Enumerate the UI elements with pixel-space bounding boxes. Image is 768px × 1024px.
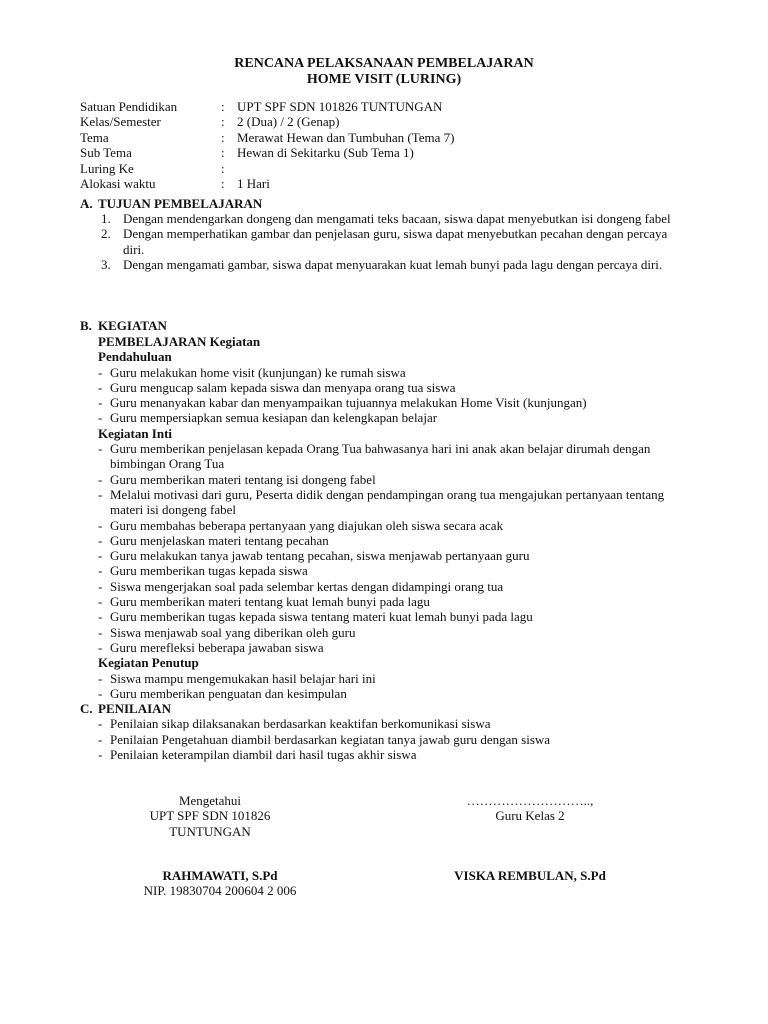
identity-colon: :	[221, 145, 225, 161]
identity-colon: :	[221, 99, 225, 114]
signature-right-block	[440, 793, 620, 824]
list-item: - Guru menanyakan kabar dan menyampaikan tujuannya melakukan Home Visit (kunjungan)	[98, 395, 587, 411]
list-item: - Guru memberikan materi tentang kuat lemah bunyi pada lagu	[98, 594, 430, 610]
list-item: - Guru membahas beberapa pertanyaan yang diajukan oleh siswa secara acak	[98, 517, 504, 533]
identity-colon: :	[221, 129, 225, 145]
list-item: - Penilaian keterampilan diambil dari hasil tugas akhir siswa	[98, 747, 417, 763]
identity-colon: :	[221, 175, 225, 191]
identity-value: 2 (Dua) / 2 (Genap)	[237, 114, 340, 130]
penilaian-list	[80, 716, 680, 762]
list-item: - Guru memberikan tugas kepada siswa tentang materi kuat lemah bunyi pada lagu	[98, 609, 533, 625]
document-title: RENCANA PELAKSANAAN PEMBELAJARAN	[234, 56, 534, 71]
signature-left-nip: NIP. 19830704 200604 2 006	[143, 883, 297, 898]
identity-value: Hewan di Sekitarku (Sub Tema 1)	[237, 145, 414, 161]
list-number: 3.	[101, 256, 111, 272]
pendahuluan-heading: Pendahuluan	[98, 349, 172, 365]
list-item: - Guru melakukan tanya jawab tentang pecahan, siswa menjawab pertanyaan guru	[98, 548, 530, 564]
section-title: PENILAIAN	[98, 701, 171, 717]
identity-label: Satuan Pendidikan	[80, 99, 178, 114]
section-b-body	[80, 334, 680, 762]
list-item: - Guru memberikan materi tentang isi dongeng fabel	[98, 471, 376, 487]
identity-label: Sub Tema	[80, 145, 132, 161]
list-item: - Penilaian sikap dilaksanakan berdasarkan keaktifan berkomunikasi siswa	[98, 716, 491, 732]
list-item	[80, 211, 680, 226]
list-item: - Guru mengucap salam kepada siswa dan menyapa orang tua siswa	[98, 379, 456, 395]
section-letter: B.	[80, 318, 92, 333]
list-text: Dengan mendengarkan dongeng dan mengamati teks bacaan, siswa dapat menyebutkan isi dongeng fabel	[123, 211, 671, 226]
pendahuluan-list	[80, 365, 680, 426]
signature-left-block	[130, 793, 290, 839]
identity-value: 1 Hari	[237, 175, 270, 191]
identity-label: Kelas/Semester	[80, 114, 161, 130]
penutup-list	[80, 671, 680, 702]
signature-left-name: RAHMAWATI, S.Pd	[162, 868, 278, 883]
section-a-heading	[80, 196, 262, 211]
list-item: - Melalui motivasi dari guru, Peserta didik dengan pendampingan orang tua mengajukan pertanyaan tentang materi isi dongeng fabel	[98, 486, 665, 518]
signature-right-name: VISKA REMBULAN, S.Pd	[454, 868, 606, 883]
list-item: - Guru menjelaskan materi tentang pecahan	[98, 532, 329, 548]
section-subheading: PEMBELAJARAN Kegiatan	[98, 334, 261, 349]
section-title: KEGIATAN	[98, 318, 167, 333]
list-number: 2.	[101, 226, 111, 242]
identity-label: Tema	[80, 129, 109, 145]
identity-label: Luring Ke	[80, 160, 134, 176]
penutup-heading: Kegiatan Penutup	[98, 655, 199, 671]
list-item: - Guru memberikan tugas kepada siswa	[98, 563, 308, 579]
signature-left-institution-line2: TUNTUNGAN	[169, 823, 251, 839]
section-letter: A.	[80, 196, 93, 211]
list-item: - Guru mempersiapkan semua kesiapan dan kelengkapan belajar	[98, 410, 438, 426]
list-item: - Siswa menjawab soal yang diberikan oleh guru	[98, 624, 356, 640]
signature-right-date-line: ………………………..,	[466, 793, 594, 808]
list-item: - Guru memberikan penguatan dan kesimpulan	[98, 685, 347, 701]
list-text: Dengan mengamati gambar, siswa dapat menyuarakan kuat lemah bunyi pada lagu dengan percaya diri.	[123, 256, 663, 272]
list-item: - Guru melakukan home visit (kunjungan) ke rumah siswa	[98, 364, 406, 380]
list-item: - Siswa mengerjakan soal pada selembar kertas dengan didampingi orang tua	[98, 578, 504, 594]
identity-value: UPT SPF SDN 101826 TUNTUNGAN	[237, 99, 443, 114]
inti-list	[80, 441, 680, 655]
section-a-list	[80, 211, 680, 272]
list-item	[80, 257, 680, 272]
section-title: TUJUAN PEMBELAJARAN	[98, 196, 263, 211]
signature-left-caption: Mengetahui	[178, 793, 242, 808]
signature-right-role: Guru Kelas 2	[495, 808, 565, 824]
list-text: Dengan memperhatikan gambar dan penjelasan guru, siswa dapat menyebutkan pecahan dengan percaya diri.	[123, 226, 668, 257]
inti-heading: Kegiatan Inti	[98, 425, 173, 441]
document-subtitle: HOME VISIT (LURING)	[306, 72, 462, 87]
identity-colon: :	[221, 114, 225, 130]
section-c-heading	[80, 701, 680, 716]
list-number: 1.	[101, 211, 111, 226]
identity-colon: :	[221, 160, 225, 176]
signature-left-institution: UPT SPF SDN 101826	[149, 808, 271, 824]
list-item: - Guru merefleksi beberapa jawaban siswa	[98, 639, 324, 655]
list-item: - Guru memberikan penjelasan kepada Orang Tua bahwasanya hari ini anak akan belajar dirumah dengan bimbingan Orang Tua	[98, 441, 651, 472]
list-item: - Penilaian Pengetahuan diambil berdasarkan kegiatan tanya jawab guru dengan siswa	[98, 731, 551, 747]
list-item: - Siswa mampu mengemukakan hasil belajar hari ini	[98, 670, 376, 686]
list-item	[80, 226, 680, 257]
identity-label: Alokasi waktu	[80, 175, 156, 191]
identity-value: Merawat Hewan dan Tumbuhan (Tema 7)	[237, 129, 455, 145]
section-letter: C.	[80, 701, 93, 717]
section-b-heading	[80, 318, 167, 333]
